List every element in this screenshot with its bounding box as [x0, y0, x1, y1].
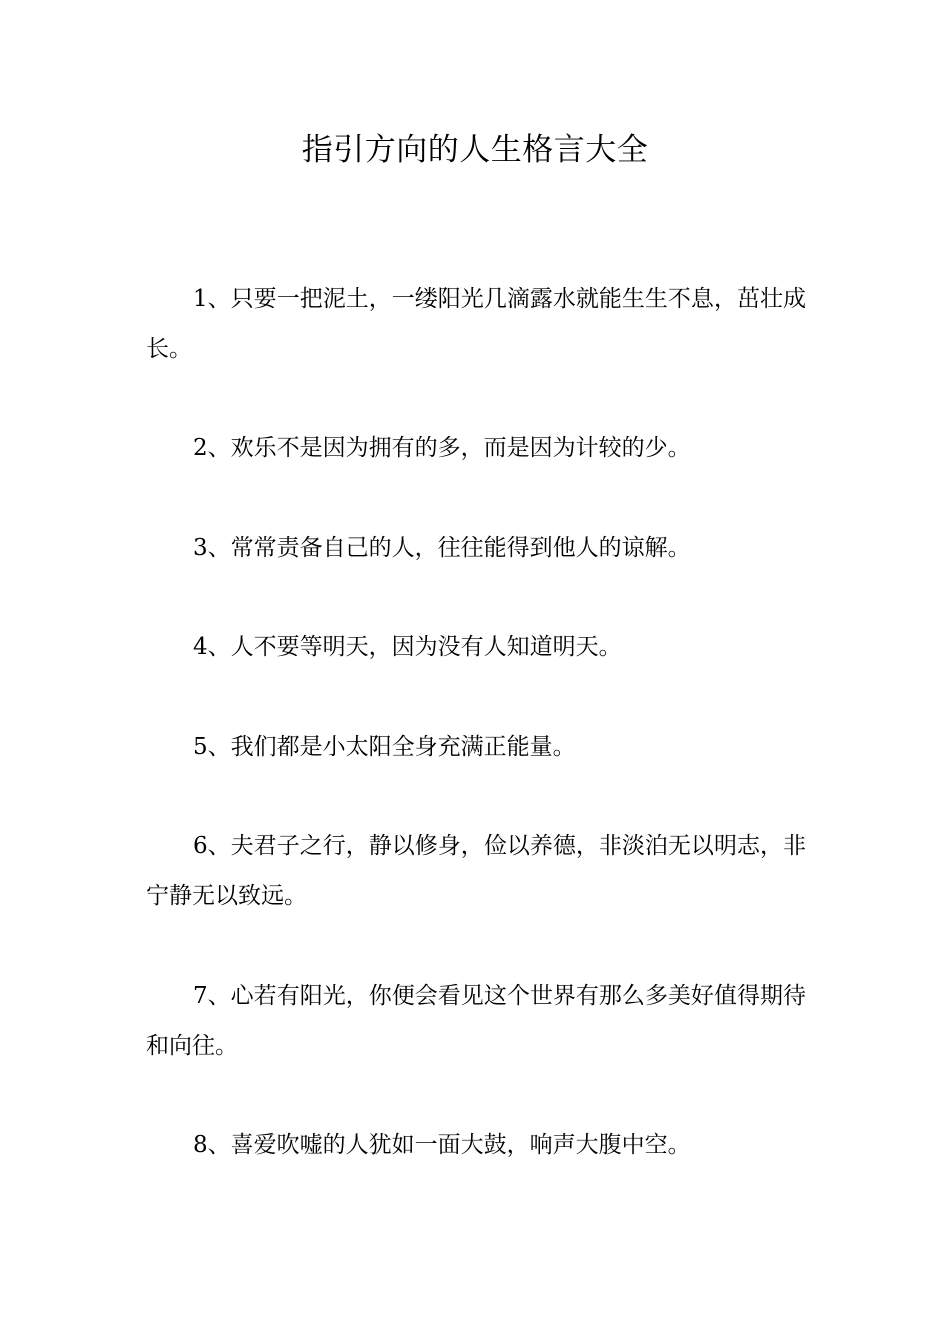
quote-6: 6、夫君子之行，静以修身，俭以养德，非淡泊无以明志，非宁静无以致远。: [146, 833, 806, 909]
quote-7: 7、心若有阳光，你便会看见这个世界有那么多美好值得期待和向往。: [146, 983, 806, 1059]
quote-5: 5、我们都是小太阳全身充满正能量。: [193, 734, 576, 760]
quote-2: 2、欢乐不是因为拥有的多，而是因为计较的少。: [193, 435, 691, 461]
quote-8: 8、喜爱吹嘘的人犹如一面大鼓，响声大腹中空。: [193, 1132, 691, 1158]
document-title: 指引方向的人生格言大全: [301, 132, 649, 168]
quote-1: 1、只要一把泥土，一缕阳光几滴露水就能生生不息，茁壮成长。: [146, 286, 806, 362]
quote-3: 3、常常责备自己的人，往往能得到他人的谅解。: [193, 535, 691, 561]
quote-4: 4、人不要等明天，因为没有人知道明天。: [193, 634, 622, 660]
